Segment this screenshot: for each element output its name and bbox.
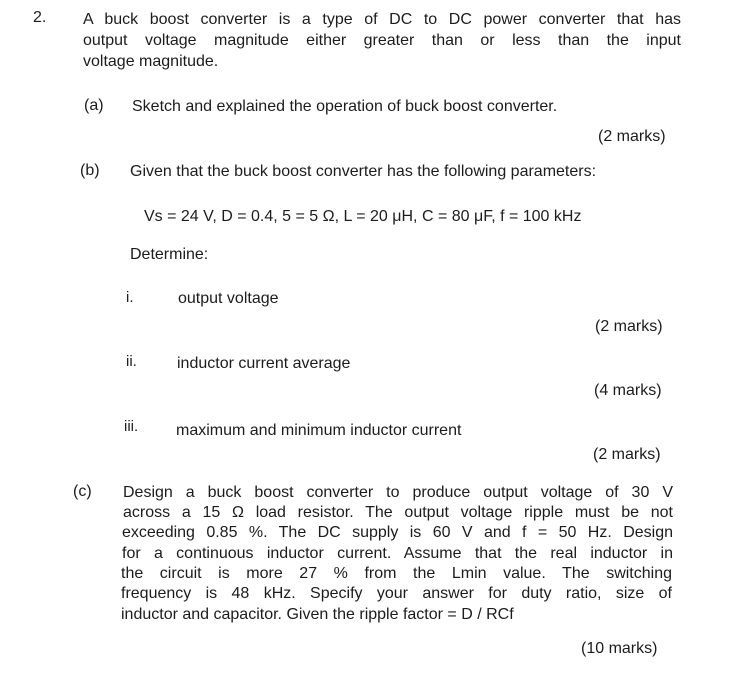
part-c-line: frequency is 48 kHz. Specify your answer for duty ratio, size of: [121, 585, 672, 602]
intro-line: A buck boost converter is a type of DC to DC power converter that has: [83, 11, 681, 28]
part-c-line: exceeding 0.85 %. The DC supply is 60 V and f = 50 Hz. Design: [122, 524, 673, 541]
sub-item-text: output voltage: [178, 290, 279, 307]
sub-item-label: ii.: [126, 353, 137, 370]
sub-item-marks: (4 marks): [594, 382, 662, 399]
part-c-line: Design a buck boost converter to produce output voltage of 30 V: [123, 484, 673, 501]
sub-item-marks: (2 marks): [595, 318, 663, 335]
part-b-parameters: Vs = 24 V, D = 0.4, 5 = 5 Ω, L = 20 μH, C = 80 μF, f = 100 kHz: [144, 208, 582, 225]
part-c-label: (c): [73, 483, 92, 500]
part-c-line: for a continuous inductor current. Assume that the real inductor in: [122, 545, 673, 562]
intro-line: voltage magnitude.: [83, 53, 219, 70]
part-c-line: across a 15 Ω load resistor. The output voltage ripple must be not: [123, 504, 673, 521]
sub-item-text: inductor current average: [177, 355, 351, 372]
part-c-line: inductor and capacitor. Given the ripple factor = D / RCf: [121, 606, 514, 623]
part-b-text: Given that the buck boost converter has the following parameters:: [130, 163, 597, 180]
sub-item-marks: (2 marks): [593, 446, 661, 463]
sub-item-label: i.: [126, 289, 134, 306]
sub-item-text: maximum and minimum inductor current: [176, 422, 462, 439]
part-c-line: the circuit is more 27 % from the Lmin value. The switching: [121, 565, 672, 582]
part-a-marks: (2 marks): [598, 128, 666, 145]
part-a-text: Sketch and explained the operation of buck boost converter.: [132, 98, 558, 115]
intro-line: output voltage magnitude either greater than or less than the input: [83, 32, 681, 49]
sub-item-label: iii.: [124, 418, 139, 435]
part-b-label: (b): [80, 162, 100, 179]
part-a-label: (a): [84, 97, 104, 114]
part-c-marks: (10 marks): [581, 640, 658, 657]
question-number: 2.: [33, 9, 47, 26]
part-b-determine: Determine:: [130, 246, 209, 263]
